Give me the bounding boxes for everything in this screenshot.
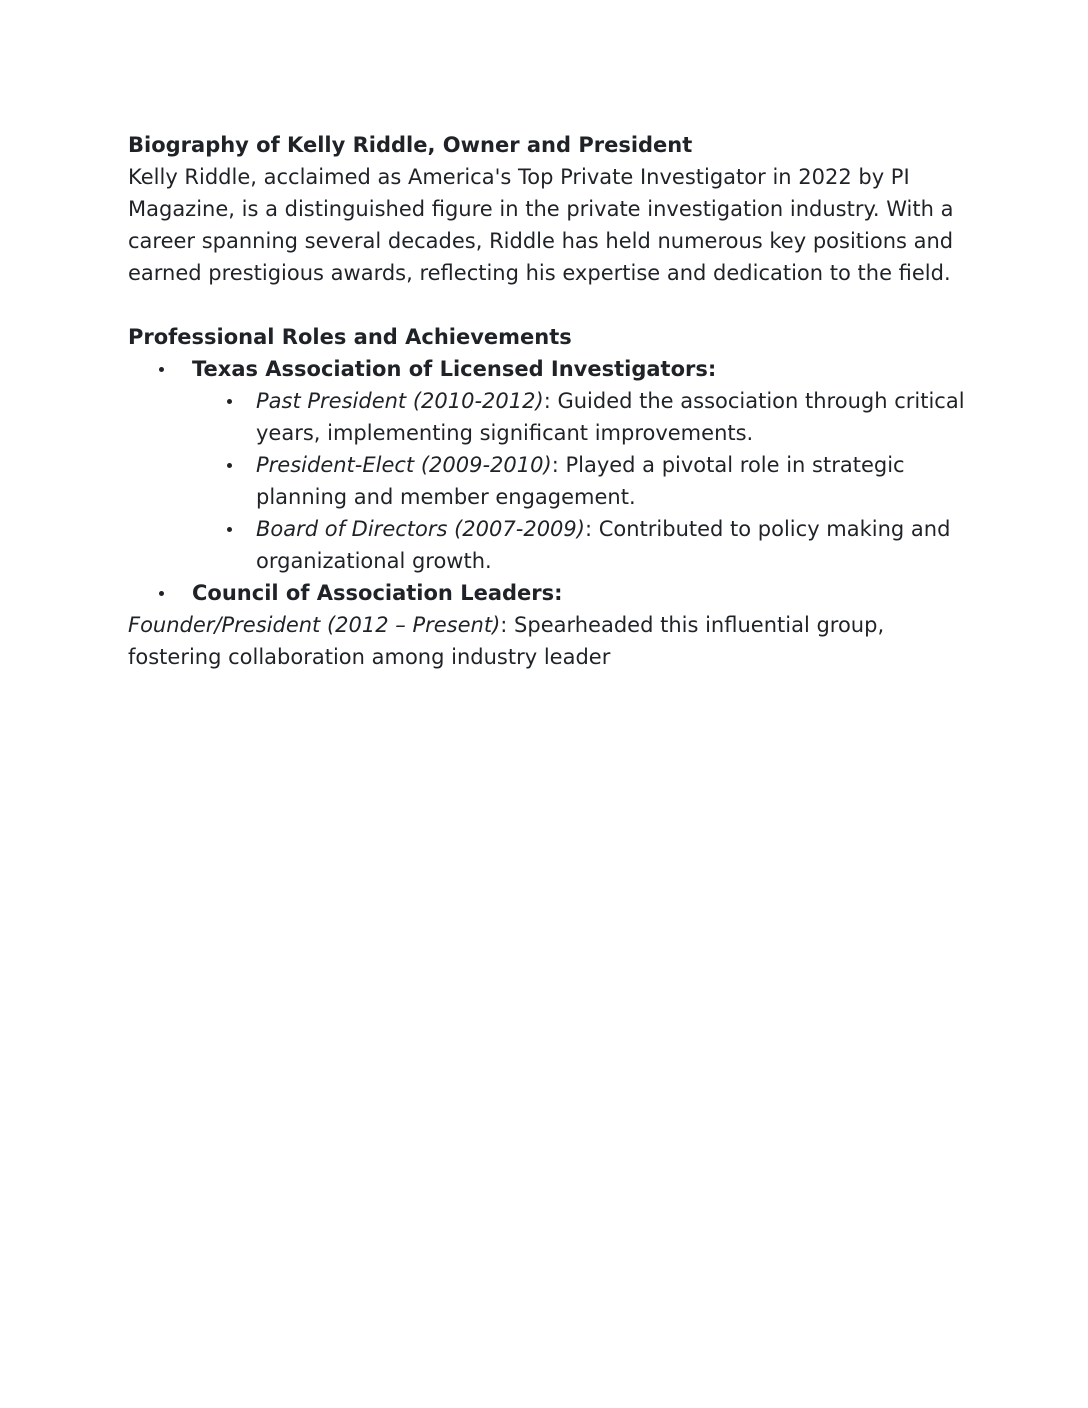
org-name: Council of Association Leaders: — [192, 581, 563, 605]
role-description: : Spearheaded this influential group, fostering collaboration among industry leader — [128, 613, 885, 669]
roles-heading: Professional Roles and Achievements — [128, 325, 572, 349]
role-title: Past President (2010-2012) — [256, 389, 544, 413]
role-title: President-Elect (2009-2010) — [256, 453, 552, 477]
role-list — [192, 385, 968, 577]
spacer — [128, 289, 968, 321]
list-item-org-cal — [128, 577, 968, 609]
role-title: Founder/President (2012 – Present) — [128, 613, 501, 637]
bullet-icon — [159, 591, 164, 596]
bullet-icon — [227, 399, 232, 404]
document-page — [128, 129, 968, 673]
bullet-icon — [227, 527, 232, 532]
org-list — [128, 353, 968, 609]
bullet-icon — [227, 463, 232, 468]
bio-intro-paragraph: Kelly Riddle, acclaimed as America's Top Private Investigator in 2022 by PI Magazine, is a distinguished figure in the private investigation industry. With a career spanning several decades, Riddle has held numerous key positions and earned prestigious awards, reflecting his expertise and dedication to the field. — [128, 165, 954, 285]
role-description: : Contributed to policy making and organizational growth. — [256, 517, 951, 573]
role-description: : Played a pivotal role in strategic planning and member engagement. — [256, 453, 905, 509]
list-item-role — [192, 513, 968, 577]
role-description: : Guided the association through critical years, implementing significant improvements. — [256, 389, 965, 445]
list-item-org-tali — [128, 353, 968, 577]
bio-heading: Biography of Kelly Riddle, Owner and President — [128, 133, 693, 157]
founder-paragraph — [128, 609, 968, 673]
role-title: Board of Directors (2007-2009) — [256, 517, 585, 541]
list-item-role — [192, 449, 968, 513]
list-item-role — [192, 385, 968, 449]
bullet-icon — [159, 367, 164, 372]
org-name: Texas Association of Licensed Investigators: — [192, 357, 717, 381]
